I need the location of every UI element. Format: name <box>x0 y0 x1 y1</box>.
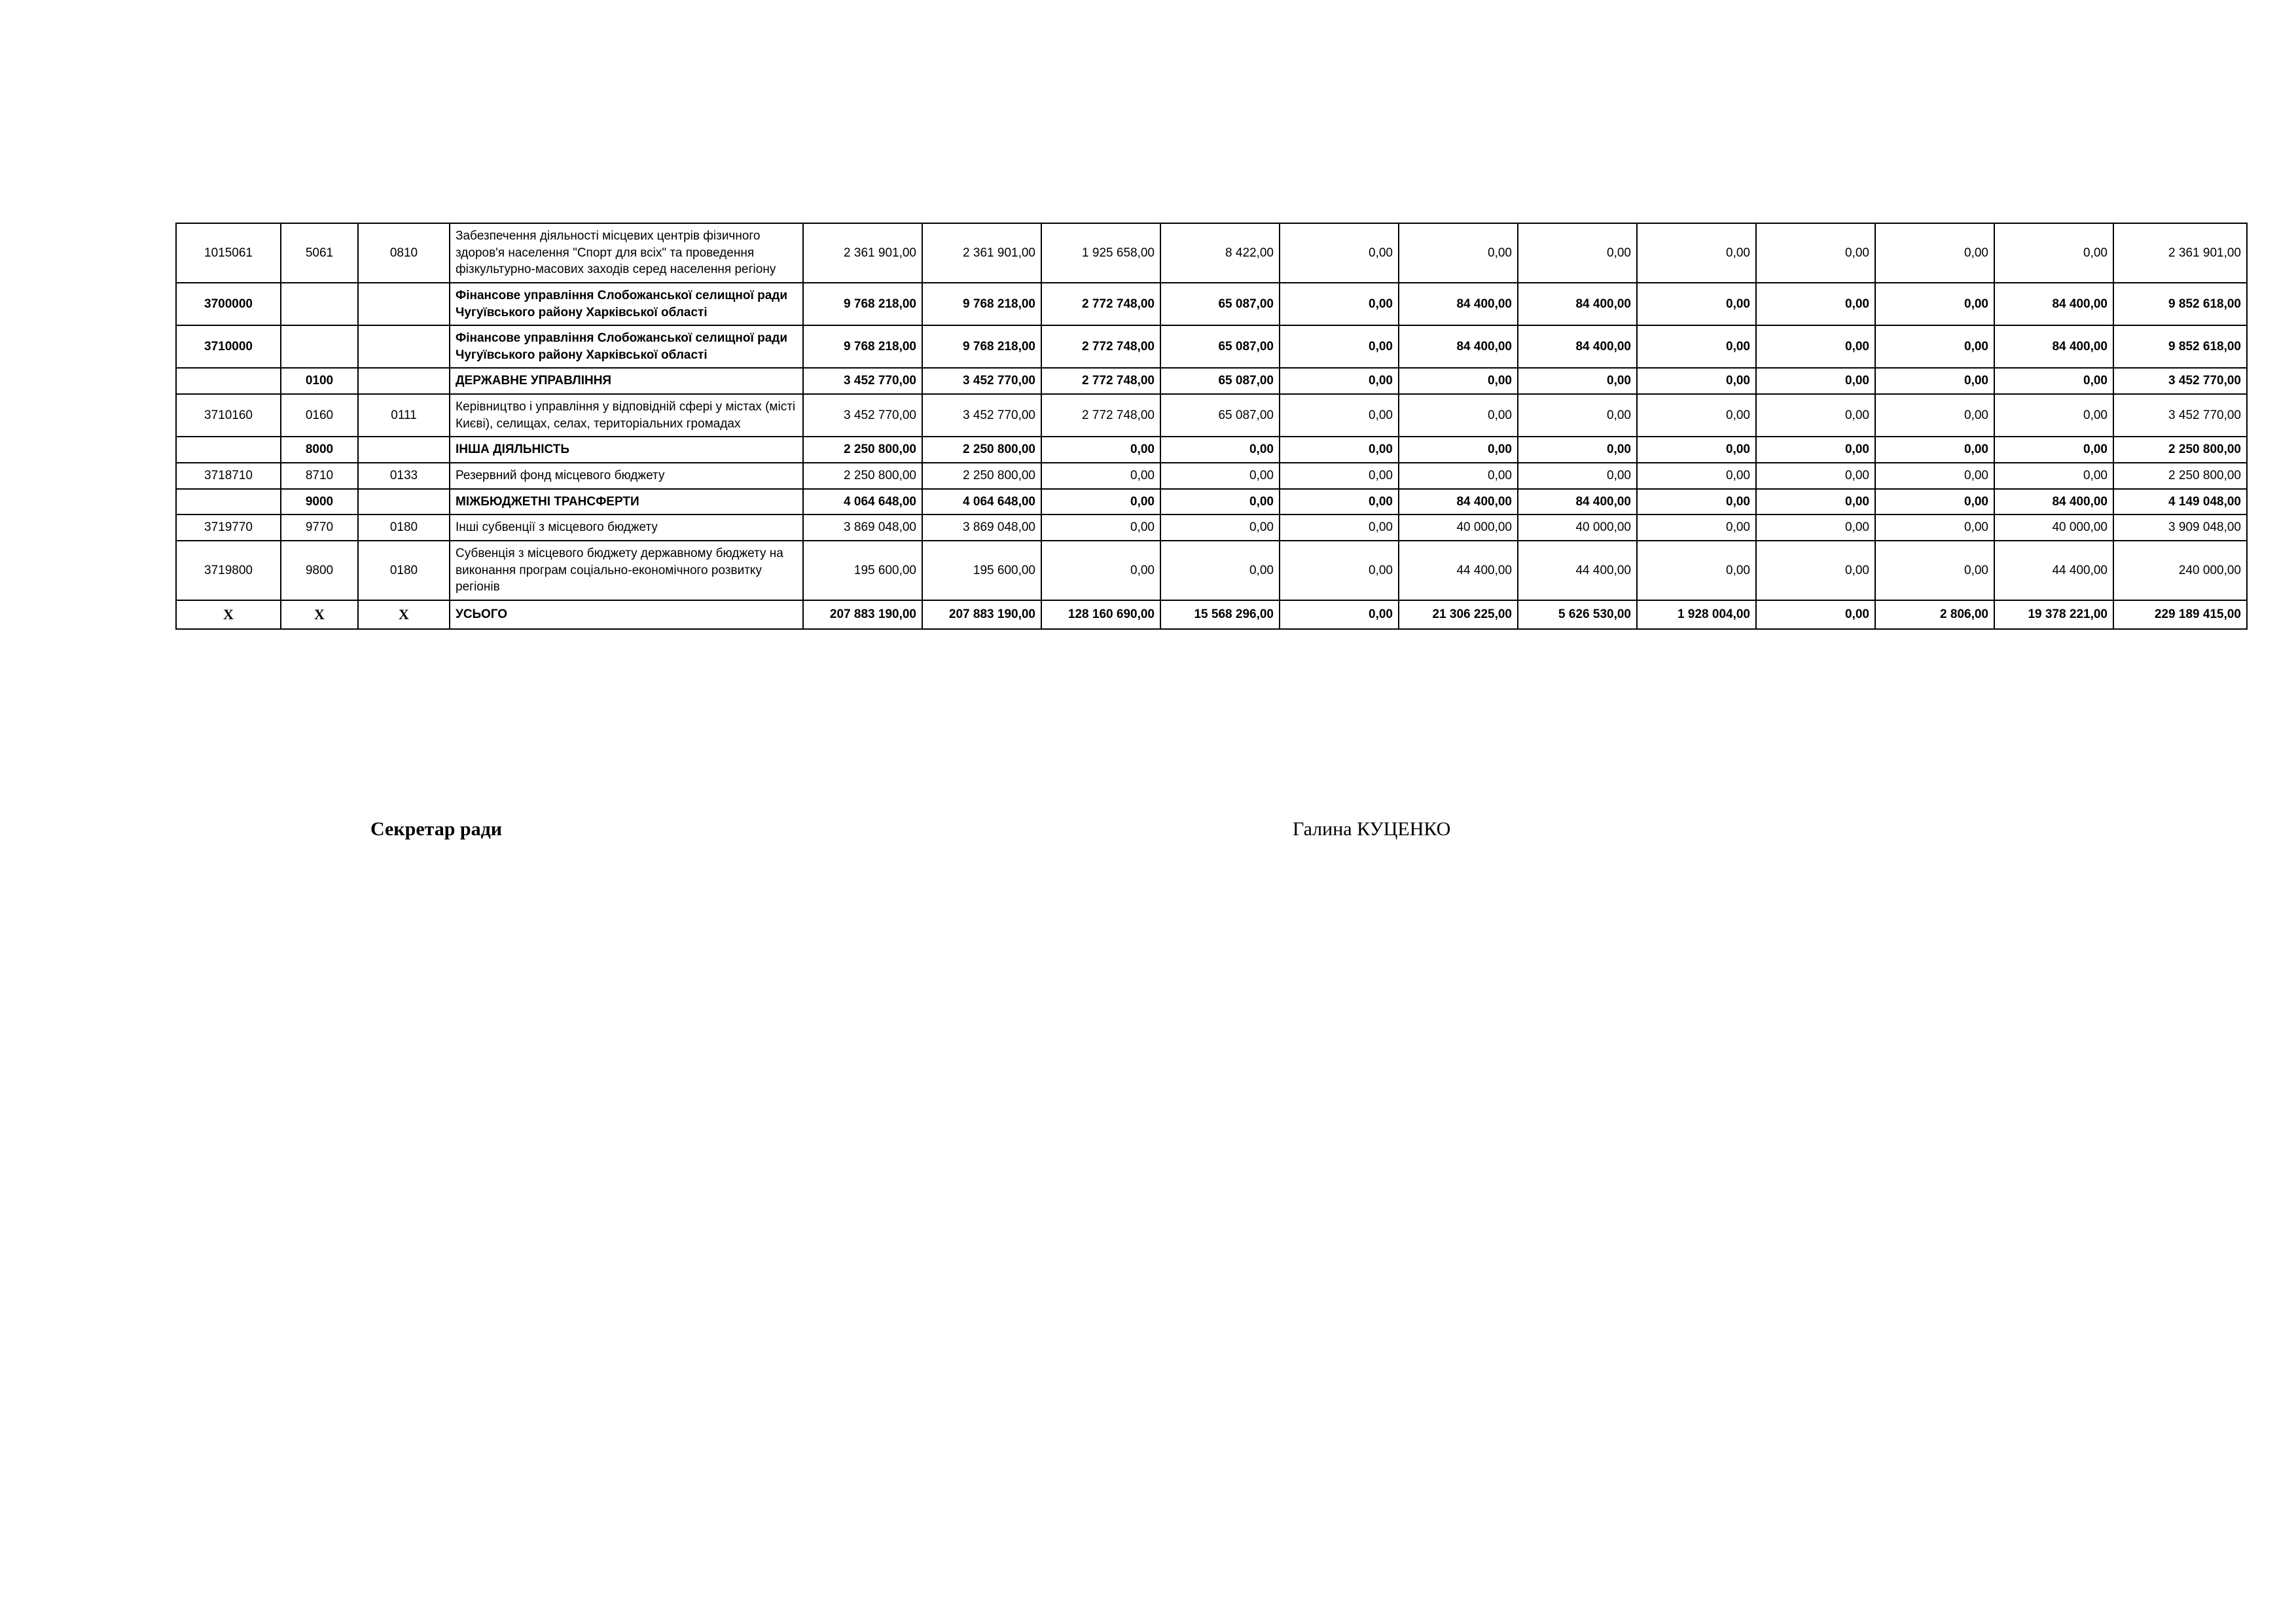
cell-value: 0,00 <box>1399 394 1518 437</box>
cell-code2: 8000 <box>281 437 358 463</box>
cell-value: 40 000,00 <box>1518 514 1637 541</box>
cell-name: Фінансове управління Слобожанської селищної ради Чугуївського району Харківської області <box>450 325 803 368</box>
cell-value: 0,00 <box>1637 394 1756 437</box>
cell-value: 0,00 <box>1399 463 1518 489</box>
cell-value: 2 250 800,00 <box>2113 463 2247 489</box>
cell-value: 84 400,00 <box>1518 489 1637 515</box>
cell-value: 0,00 <box>1875 489 1994 515</box>
budget-table <box>175 223 2248 630</box>
table-row <box>176 283 2247 325</box>
cell-code1 <box>176 437 281 463</box>
table-row <box>176 325 2247 368</box>
cell-value: 0,00 <box>1637 283 1756 325</box>
cell-value: 0,00 <box>1756 437 1875 463</box>
cell-value: 0,00 <box>1041 437 1160 463</box>
cell-value: 44 400,00 <box>1994 541 2113 600</box>
cell-value: 0,00 <box>1994 368 2113 394</box>
cell-value: 0,00 <box>1280 489 1399 515</box>
cell-value: 0,00 <box>1160 463 1280 489</box>
cell-code2: 9770 <box>281 514 358 541</box>
cell-value: 2 250 800,00 <box>922 437 1041 463</box>
cell-value: 0,00 <box>1994 437 2113 463</box>
cell-value: 0,00 <box>1994 394 2113 437</box>
cell-value: 9 768 218,00 <box>922 325 1041 368</box>
cell-value: 3 869 048,00 <box>922 514 1041 541</box>
cell-value: 0,00 <box>1637 437 1756 463</box>
cell-value: 2 250 800,00 <box>922 463 1041 489</box>
cell-value: 3 452 770,00 <box>2113 368 2247 394</box>
cell-code2: 9000 <box>281 489 358 515</box>
cell-code3 <box>358 283 450 325</box>
cell-code3: X <box>358 600 450 629</box>
cell-value: 65 087,00 <box>1160 283 1280 325</box>
cell-value: 44 400,00 <box>1399 541 1518 600</box>
cell-value: 207 883 190,00 <box>922 600 1041 629</box>
cell-value: 0,00 <box>1280 514 1399 541</box>
cell-value: 0,00 <box>1637 368 1756 394</box>
table-row <box>176 223 2247 283</box>
cell-value: 40 000,00 <box>1399 514 1518 541</box>
cell-value: 84 400,00 <box>1994 325 2113 368</box>
cell-value: 65 087,00 <box>1160 325 1280 368</box>
cell-value: 0,00 <box>1041 514 1160 541</box>
cell-value: 0,00 <box>1875 437 1994 463</box>
cell-value: 3 452 770,00 <box>922 368 1041 394</box>
cell-value: 65 087,00 <box>1160 394 1280 437</box>
table-row <box>176 489 2247 515</box>
cell-value: 0,00 <box>1756 325 1875 368</box>
cell-value: 0,00 <box>1160 514 1280 541</box>
cell-value: 65 087,00 <box>1160 368 1280 394</box>
cell-value: 4 149 048,00 <box>2113 489 2247 515</box>
cell-name: Фінансове управління Слобожанської селищної ради Чугуївського району Харківської області <box>450 283 803 325</box>
table-row <box>176 437 2247 463</box>
cell-name: ІНША ДІЯЛЬНІСТЬ <box>450 437 803 463</box>
cell-value: 240 000,00 <box>2113 541 2247 600</box>
cell-value: 0,00 <box>1756 283 1875 325</box>
table-row <box>176 368 2247 394</box>
cell-value: 2 806,00 <box>1875 600 1994 629</box>
cell-name: Забезпечення діяльності місцевих центрів фізичного здоров'я населення "Спорт для всіх" та проведення фізкультурно-масових заходів серед населення регіону <box>450 223 803 283</box>
cell-code3 <box>358 437 450 463</box>
budget-table-body <box>176 223 2247 629</box>
cell-code3: 0180 <box>358 541 450 600</box>
cell-value: 0,00 <box>1875 325 1994 368</box>
cell-value: 5 626 530,00 <box>1518 600 1637 629</box>
cell-value: 195 600,00 <box>803 541 922 600</box>
cell-value: 2 250 800,00 <box>803 437 922 463</box>
cell-code1 <box>176 489 281 515</box>
cell-value: 0,00 <box>1280 223 1399 283</box>
cell-value: 2 772 748,00 <box>1041 325 1160 368</box>
cell-value: 0,00 <box>1041 489 1160 515</box>
cell-value: 0,00 <box>1756 514 1875 541</box>
cell-value: 0,00 <box>1756 541 1875 600</box>
cell-value: 84 400,00 <box>1399 489 1518 515</box>
cell-value: 2 361 901,00 <box>922 223 1041 283</box>
cell-value: 2 250 800,00 <box>803 463 922 489</box>
cell-value: 229 189 415,00 <box>2113 600 2247 629</box>
cell-name: Субвенція з місцевого бюджету державному бюджету на виконання програм соціально-економічного розвитку регіонів <box>450 541 803 600</box>
table-row <box>176 514 2247 541</box>
cell-value: 0,00 <box>1875 394 1994 437</box>
cell-name: Резервний фонд місцевого бюджету <box>450 463 803 489</box>
cell-value: 19 378 221,00 <box>1994 600 2113 629</box>
cell-value: 0,00 <box>1280 394 1399 437</box>
cell-name: УСЬОГО <box>450 600 803 629</box>
cell-value: 2 250 800,00 <box>2113 437 2247 463</box>
table-row <box>176 541 2247 600</box>
cell-value: 0,00 <box>1875 283 1994 325</box>
cell-value: 8 422,00 <box>1160 223 1280 283</box>
cell-value: 0,00 <box>1280 463 1399 489</box>
cell-value: 4 064 648,00 <box>922 489 1041 515</box>
cell-code1 <box>176 368 281 394</box>
cell-code2 <box>281 325 358 368</box>
cell-value: 0,00 <box>1875 541 1994 600</box>
table-row <box>176 394 2247 437</box>
signature-name: Галина КУЦЕНКО <box>1293 818 1451 840</box>
cell-code2: 5061 <box>281 223 358 283</box>
cell-name: Інші субвенції з місцевого бюджету <box>450 514 803 541</box>
cell-value: 9 768 218,00 <box>803 283 922 325</box>
cell-value: 0,00 <box>1637 325 1756 368</box>
cell-value: 0,00 <box>1518 463 1637 489</box>
cell-value: 0,00 <box>1994 463 2113 489</box>
cell-value: 0,00 <box>1875 463 1994 489</box>
cell-value: 0,00 <box>1041 463 1160 489</box>
cell-value: 0,00 <box>1637 223 1756 283</box>
cell-value: 0,00 <box>1756 223 1875 283</box>
cell-code2: 0160 <box>281 394 358 437</box>
cell-value: 3 869 048,00 <box>803 514 922 541</box>
cell-code3: 0180 <box>358 514 450 541</box>
cell-value: 0,00 <box>1518 394 1637 437</box>
cell-value: 3 452 770,00 <box>803 368 922 394</box>
cell-value: 0,00 <box>1280 600 1399 629</box>
cell-value: 3 452 770,00 <box>2113 394 2247 437</box>
cell-code3 <box>358 368 450 394</box>
cell-value: 9 852 618,00 <box>2113 325 2247 368</box>
cell-value: 0,00 <box>1280 325 1399 368</box>
cell-code3 <box>358 489 450 515</box>
cell-value: 0,00 <box>1160 489 1280 515</box>
cell-value: 84 400,00 <box>1518 325 1637 368</box>
cell-value: 2 772 748,00 <box>1041 283 1160 325</box>
cell-value: 40 000,00 <box>1994 514 2113 541</box>
cell-value: 0,00 <box>1756 368 1875 394</box>
cell-value: 2 772 748,00 <box>1041 368 1160 394</box>
cell-value: 1 925 658,00 <box>1041 223 1160 283</box>
cell-value: 0,00 <box>1637 541 1756 600</box>
cell-code1: 3719800 <box>176 541 281 600</box>
cell-value: 0,00 <box>1518 368 1637 394</box>
cell-value: 0,00 <box>1875 514 1994 541</box>
cell-value: 0,00 <box>1160 541 1280 600</box>
cell-value: 0,00 <box>1280 368 1399 394</box>
cell-code1: 3718710 <box>176 463 281 489</box>
cell-value: 84 400,00 <box>1399 283 1518 325</box>
cell-value: 195 600,00 <box>922 541 1041 600</box>
cell-value: 2 361 901,00 <box>803 223 922 283</box>
cell-value: 3 452 770,00 <box>803 394 922 437</box>
cell-value: 0,00 <box>1756 489 1875 515</box>
cell-code1: 3710160 <box>176 394 281 437</box>
cell-value: 84 400,00 <box>1399 325 1518 368</box>
cell-name: МІЖБЮДЖЕТНІ ТРАНСФЕРТИ <box>450 489 803 515</box>
cell-code1: 3710000 <box>176 325 281 368</box>
cell-value: 0,00 <box>1875 223 1994 283</box>
cell-code2: X <box>281 600 358 629</box>
table-row <box>176 463 2247 489</box>
cell-value: 84 400,00 <box>1518 283 1637 325</box>
cell-code1: 3719770 <box>176 514 281 541</box>
cell-value: 2 361 901,00 <box>2113 223 2247 283</box>
cell-code3: 0111 <box>358 394 450 437</box>
cell-value: 0,00 <box>1756 463 1875 489</box>
cell-value: 0,00 <box>1518 437 1637 463</box>
cell-code3: 0133 <box>358 463 450 489</box>
cell-name: ДЕРЖАВНЕ УПРАВЛІННЯ <box>450 368 803 394</box>
cell-value: 0,00 <box>1041 541 1160 600</box>
cell-value: 128 160 690,00 <box>1041 600 1160 629</box>
cell-value: 1 928 004,00 <box>1637 600 1756 629</box>
signature-title: Секретар ради <box>370 818 503 840</box>
cell-code1: 3700000 <box>176 283 281 325</box>
cell-value: 44 400,00 <box>1518 541 1637 600</box>
cell-value: 4 064 648,00 <box>803 489 922 515</box>
cell-value: 0,00 <box>1637 463 1756 489</box>
cell-code1: 1015061 <box>176 223 281 283</box>
cell-value: 9 852 618,00 <box>2113 283 2247 325</box>
cell-value: 84 400,00 <box>1994 283 2113 325</box>
cell-value: 3 909 048,00 <box>2113 514 2247 541</box>
cell-value: 0,00 <box>1756 600 1875 629</box>
cell-code3: 0810 <box>358 223 450 283</box>
cell-value: 0,00 <box>1756 394 1875 437</box>
cell-code2: 8710 <box>281 463 358 489</box>
cell-value: 0,00 <box>1399 437 1518 463</box>
cell-code2: 0100 <box>281 368 358 394</box>
cell-value: 2 772 748,00 <box>1041 394 1160 437</box>
cell-value: 0,00 <box>1399 368 1518 394</box>
cell-value: 207 883 190,00 <box>803 600 922 629</box>
cell-value: 0,00 <box>1280 437 1399 463</box>
cell-value: 0,00 <box>1160 437 1280 463</box>
cell-code2: 9800 <box>281 541 358 600</box>
table-row <box>176 600 2247 629</box>
cell-value: 21 306 225,00 <box>1399 600 1518 629</box>
cell-value: 15 568 296,00 <box>1160 600 1280 629</box>
cell-code2 <box>281 283 358 325</box>
cell-value: 0,00 <box>1637 489 1756 515</box>
cell-value: 84 400,00 <box>1994 489 2113 515</box>
cell-name: Керівництво і управління у відповідній сфері у містах (місті Києві), селищах, селах, територіальних громадах <box>450 394 803 437</box>
cell-value: 9 768 218,00 <box>803 325 922 368</box>
cell-value: 0,00 <box>1280 283 1399 325</box>
cell-value: 9 768 218,00 <box>922 283 1041 325</box>
cell-code1: X <box>176 600 281 629</box>
cell-value: 0,00 <box>1399 223 1518 283</box>
cell-value: 0,00 <box>1280 541 1399 600</box>
cell-value: 0,00 <box>1875 368 1994 394</box>
budget-table-container <box>175 223 2241 630</box>
cell-value: 3 452 770,00 <box>922 394 1041 437</box>
cell-value: 0,00 <box>1637 514 1756 541</box>
cell-value: 0,00 <box>1518 223 1637 283</box>
cell-value: 0,00 <box>1994 223 2113 283</box>
cell-code3 <box>358 325 450 368</box>
